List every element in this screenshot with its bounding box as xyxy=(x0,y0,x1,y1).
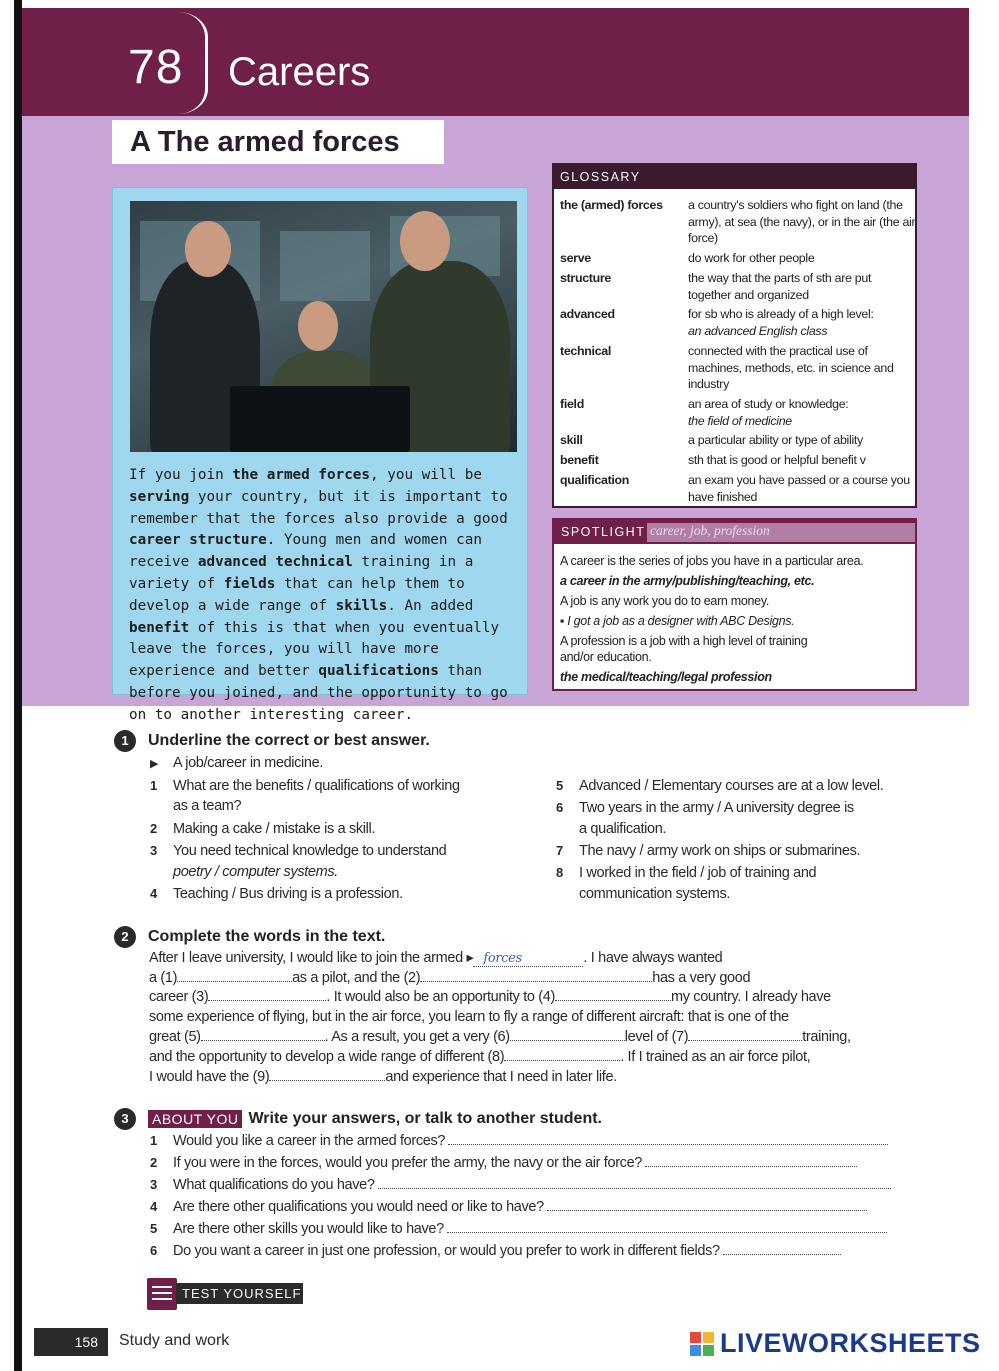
answer-line[interactable] xyxy=(645,1155,857,1167)
question-row: 3 What qualifications do you have? xyxy=(150,1177,891,1193)
unit-number: 78 xyxy=(128,41,184,94)
glossary-keyword: advanced technical xyxy=(197,554,353,571)
intro-text: , you will be xyxy=(370,467,482,483)
header-divider-curve xyxy=(178,12,208,114)
spotlight-line: ▪ I got a job as a designer with ABC Designs. xyxy=(560,614,795,628)
answer-blank-6[interactable] xyxy=(510,1029,625,1041)
intro-paragraph xyxy=(129,465,519,727)
answer-blank-1[interactable] xyxy=(177,970,292,982)
answer-line[interactable] xyxy=(723,1243,841,1255)
question-row: 5 Are there other skills you would like to have? xyxy=(150,1221,887,1237)
soldiers-photo xyxy=(130,201,517,452)
question-row: 4 Are there other qualifications you would need or like to have? xyxy=(150,1199,867,1215)
exercise-number-badge: 2 xyxy=(114,926,136,948)
glossary-keyword: benefit xyxy=(129,619,190,636)
brand-wordmark: LIVEWORKSHEETS xyxy=(720,1328,981,1358)
answer-blank-7[interactable] xyxy=(688,1029,802,1041)
glossary-keyword: career structure xyxy=(129,532,267,549)
example-answer: forces xyxy=(473,951,583,967)
exercise-2-heading: 2 Complete the words in the text. xyxy=(114,926,385,948)
page-number: 158 xyxy=(34,1328,108,1356)
cloze-line: I would have the (9) and experience that I need in later life. xyxy=(149,1069,617,1085)
exercise-number-badge: 3 xyxy=(114,1108,136,1130)
intro-text: your country, but it is important to remember that the forces also provide a good xyxy=(129,488,508,527)
exercise-3-heading: 3 ABOUT YOU Write your answers, or talk to another student. xyxy=(114,1108,602,1130)
spotlight-line: and/or education. xyxy=(560,650,652,664)
exercise-1-item[interactable]: 3 You need technical knowledge to understand xyxy=(150,843,447,859)
about-you-badge: ABOUT YOU xyxy=(148,1110,242,1128)
section-title: A The armed forces xyxy=(130,126,400,158)
spotlight-line: A profession is a job with a high level of training xyxy=(560,634,808,648)
answer-blank-2[interactable] xyxy=(420,970,652,982)
answer-blank-8[interactable] xyxy=(504,1049,620,1061)
spotlight-subtitle: career, job, profession xyxy=(647,523,915,542)
footer-section: Study and work xyxy=(119,1332,230,1349)
test-yourself-book-icon xyxy=(147,1278,177,1310)
glossary-box: GLOSSARY the (armed) forces a country's soldiers who fight on land (the army), at sea (the navy), or in the air (the air force) serve do work for other people structure the way that the parts of sth are put together and organized advanced for sb who is already of a high level: an advanced English class technical connected with the practical use of machines, methods, etc. in science and industry field an area of study or knowledge: the field of medicine skill a particular ability or type of ability benefit sth that is good or helpful benefit v qualification an exam you have passed or a course you have finished xyxy=(552,163,917,508)
exercise-1-item[interactable]: 7 The navy / army work on ships or submarines. xyxy=(556,843,861,859)
liveworksheets-logo-icon xyxy=(690,1332,716,1358)
exercise-1-item-cont: communication systems. xyxy=(579,886,731,902)
spotlight-box xyxy=(552,518,917,691)
cloze-line: a (1) as a pilot, and the (2) has a very good xyxy=(149,970,751,986)
intro-text: . Young men and women can receive xyxy=(129,532,482,571)
cloze-line: career (3) . It would also be an opportunity to (4) my country. I already have xyxy=(149,989,831,1005)
play-triangle-icon: ▶ xyxy=(150,758,159,770)
answer-line[interactable] xyxy=(378,1177,891,1189)
spotlight-line: A job is any work you do to earn money. xyxy=(560,594,770,608)
question-row: 2 If you were in the forces, would you prefer the army, the navy or the air force? xyxy=(150,1155,857,1171)
exercise-1-item[interactable]: 4 Teaching / Bus driving is a profession. xyxy=(150,886,403,902)
answer-line[interactable] xyxy=(447,1221,887,1233)
answer-blank-5[interactable] xyxy=(201,1029,325,1041)
test-yourself-label[interactable]: TEST YOURSELF xyxy=(176,1283,303,1304)
exercise-1-item[interactable]: 8 I worked in the field / job of training and xyxy=(556,865,817,881)
answer-blank-9[interactable] xyxy=(269,1069,385,1081)
exercise-1-item[interactable]: 1 What are the benefits / qualifications of working xyxy=(150,778,460,794)
exercise-1-item-cont: a qualification. xyxy=(579,821,667,837)
exercise-1-example: ▶ A job/career in medicine. xyxy=(150,755,324,771)
cloze-line: some experience of flying, but in the air force, you learn to fly a range of different aircraft: that is one of the xyxy=(149,1009,789,1025)
question-row: 6 Do you want a career in just one profession, or would you prefer to work in different fields? xyxy=(150,1243,841,1259)
exercise-1-item[interactable]: 5 Advanced / Elementary courses are at a low level. xyxy=(556,778,884,794)
intro-text: . An added xyxy=(387,597,474,614)
page-edge-bar xyxy=(14,0,22,1371)
exercise-1-item[interactable]: 2 Making a cake / mistake is a skill. xyxy=(150,821,376,837)
intro-text: If you join xyxy=(129,467,233,483)
unit-title: Careers xyxy=(228,50,371,94)
cloze-line: great (5) . As a result, you get a very (6) level of (7) training, xyxy=(149,1029,851,1045)
spotlight-line: A career is the series of jobs you have in a particular area. xyxy=(560,554,864,568)
cloze-line: and the opportunity to develop a wide range of different (8) . If I trained as an air force pilot, xyxy=(149,1049,811,1065)
glossary-title: GLOSSARY xyxy=(554,165,915,189)
glossary-keyword: qualifications xyxy=(318,663,439,680)
answer-line[interactable] xyxy=(547,1199,867,1211)
glossary-keyword: the armed forces xyxy=(232,467,371,483)
exercise-1-heading: 1 Underline the correct or best answer. xyxy=(114,730,430,752)
intro-text: than before you joined, and the opportunity to go on to another interesting career. xyxy=(129,663,508,723)
exercise-number-badge: 1 xyxy=(114,730,136,752)
question-row: 1 Would you like a career in the armed forces? xyxy=(150,1133,888,1149)
glossary-keyword: serving xyxy=(129,488,190,505)
answer-blank-3[interactable] xyxy=(208,989,326,1001)
spotlight-header xyxy=(554,520,915,544)
answer-blank-4[interactable] xyxy=(555,989,671,1001)
intro-text: training in a variety of xyxy=(129,554,474,592)
spotlight-label: SPOTLIGHT xyxy=(561,525,646,539)
glossary-keyword: fields xyxy=(223,575,276,592)
answer-line[interactable] xyxy=(448,1133,888,1145)
intro-text: that can help them to develop a wide range of xyxy=(129,575,465,614)
exercise-1-item[interactable]: 6 Two years in the army / A university degree is xyxy=(556,800,854,816)
exercise-1-item-cont: as a team? xyxy=(173,798,242,814)
spotlight-line: a career in the army/publishing/teaching, etc. xyxy=(560,574,815,588)
cloze-line: After I leave university, I would like to join the armed ▸ forces . I have always wanted xyxy=(149,950,723,966)
spotlight-line: the medical/teaching/legal profession xyxy=(560,670,772,684)
exercise-1-item-cont[interactable]: poetry / computer systems. xyxy=(173,864,338,880)
glossary-keyword: skills xyxy=(335,597,388,614)
intro-text: of this is that when you eventually leave the forces, you will have more experience and better xyxy=(129,619,500,680)
